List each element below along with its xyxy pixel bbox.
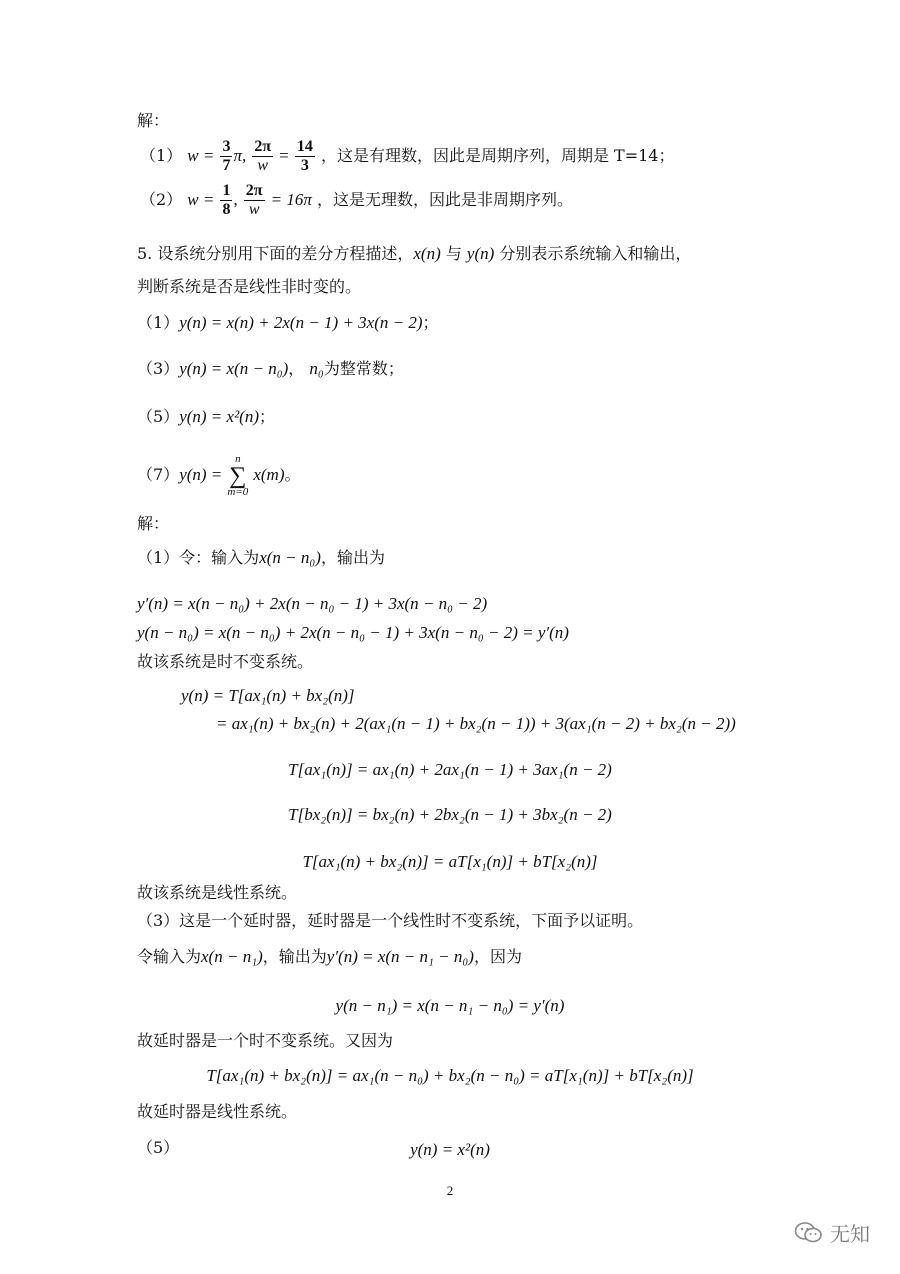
watermark-text: 无知 <box>830 1222 870 1246</box>
item-5 <box>137 406 275 428</box>
item-3-equation: y(n) = x(n − n₀) <box>179 359 289 378</box>
q5-text-c: 分别表示系统输入和输出， <box>494 244 692 263</box>
part-2-text: ，这是无理数，因此是非周期序列。 <box>316 190 573 209</box>
s1-eq-1: y′(n) = x(n − n₀) + 2x(n − n₀ − 1) + 3x(n − n₀ − 2) <box>137 594 488 613</box>
fraction-2pi-w-2: $\frac{2\pi}{w}$ <box>245 182 263 218</box>
fraction-1-8: $\frac{1}{8}$ <box>222 182 231 218</box>
s3-math-1: x(n − n₁) <box>201 947 263 966</box>
question-5-line-2: 判断系统是否是线性非时变的。 <box>137 277 362 296</box>
fraction-3-7: $\frac{3}{7}$ <box>222 138 231 174</box>
solution-label-2: 解： <box>137 514 170 533</box>
s1-intro-math: x(n − n₀) <box>259 548 321 567</box>
s3-line-2 <box>137 946 522 968</box>
equals-sign: = <box>279 146 289 165</box>
part-2-answer <box>140 180 573 220</box>
s3-eq-1: y(n − n₁) = x(n − n₁ − n₀) = y′(n) <box>335 996 565 1015</box>
item-1-suffix: ； <box>422 313 439 332</box>
q5-text-a: 5. 设系统分别用下面的差分方程描述， <box>137 244 414 263</box>
s1-eq-5: T[ax₁(n)] = ax₁(n) + 2ax₁(n − 1) + 3ax₁(n − 2) <box>288 760 612 779</box>
s3-text-c: ，因为 <box>473 947 522 966</box>
page-number: 2 <box>446 1183 454 1198</box>
s1-intro-b: ，输出为 <box>320 548 385 567</box>
item-1 <box>137 312 439 334</box>
part-2-label: （2） <box>140 190 183 209</box>
s1-intro-a: （1）令：输入为 <box>137 548 260 567</box>
s5-eq: y(n) = x²(n) <box>410 1140 490 1159</box>
item-3-n0: n₀ <box>309 359 324 378</box>
s3-math-2: y′(n) = x(n − n₁ − n₀) <box>326 947 474 966</box>
part-1-label: （1） <box>140 146 183 165</box>
item-5-equation: y(n) = x²(n) <box>179 407 259 426</box>
item-7-rhs: x(m) <box>253 465 285 484</box>
item-3 <box>137 358 404 380</box>
s1-eq-7: T[ax₁(n) + bx₂(n)] = aT[x₁(n)] + bT[x₂(n)] <box>302 852 598 871</box>
question-5-line-1 <box>137 243 691 265</box>
pi-symbol: π, <box>233 146 247 165</box>
item-7-lhs: y(n) = <box>179 465 223 484</box>
s3-text-a: 令输入为 <box>137 947 202 966</box>
summation-symbol: n ∑ m=0 <box>227 452 249 498</box>
s1-eq-6: T[bx₂(n)] = bx₂(n) + 2bx₂(n − 1) + 3bx₂(n − 2) <box>288 805 612 824</box>
s5-label: （5） <box>137 1138 180 1157</box>
s1-conclusion-1: 故该系统是时不变系统。 <box>137 652 314 671</box>
s1-intro <box>137 547 385 569</box>
part-1-answer <box>140 136 674 176</box>
fraction-14-3: $\frac{14}{3}$ <box>296 138 313 174</box>
part-1-text: ，这是有理数，因此是周期序列，周期是 T=14； <box>320 146 675 165</box>
q5-text-b: 与 <box>440 244 467 263</box>
part-2-rhs: = 16π <box>270 190 312 209</box>
item-7-suffix: 。 <box>284 465 301 484</box>
s3-text-b: ，输出为 <box>262 947 327 966</box>
item-3-text: 为整常数； <box>323 359 404 378</box>
comma: , <box>233 190 238 209</box>
watermark <box>794 1218 870 1247</box>
wechat-icon <box>794 1220 824 1246</box>
solution-label: 解： <box>137 111 170 130</box>
item-1-equation: y(n) = x(n) + 2x(n − 1) + 3x(n − 2) <box>179 313 423 332</box>
q5-xn: x(n) <box>413 244 441 263</box>
s1-eq-4: = ax₁(n) + bx₂(n) + 2(ax₁(n − 1) + bx₂(n − 1)) + 3(ax₁(n − 2) + bx₂(n − 2)) <box>216 714 736 733</box>
s3-eq-2: T[ax₁(n) + bx₂(n)] = ax₁(n − n₀) + bx₂(n − n₀) = aT[x₁(n)] + bT[x₂(n)] <box>206 1066 694 1085</box>
fraction-2pi-w: $\frac{2\pi}{w}$ <box>254 138 272 174</box>
item-3-suffix: ， <box>288 359 305 378</box>
item-7-label: （7） <box>137 465 180 484</box>
s3-conclusion-2: 故延时器是线性系统。 <box>137 1102 298 1121</box>
item-3-label: （3） <box>137 359 180 378</box>
part-1-w: w = <box>187 146 215 165</box>
item-5-suffix: ； <box>259 407 276 426</box>
s1-eq-3: y(n) = T[ax₁(n) + bx₂(n)] <box>181 686 355 705</box>
item-7 <box>137 452 301 498</box>
s3-intro: （3）这是一个延时器，延时器是一个线性时不变系统，下面予以证明。 <box>137 911 644 930</box>
s1-conclusion-2: 故该系统是线性系统。 <box>137 883 298 902</box>
s1-eq-2: y(n − n₀) = x(n − n₀) + 2x(n − n₀ − 1) + 3x(n − n₀ − 2) = y′(n) <box>137 623 569 642</box>
item-5-label: （5） <box>137 407 180 426</box>
part-2-w: w = <box>187 190 215 209</box>
s3-conclusion-1: 故延时器是一个时不变系统。又因为 <box>137 1031 394 1050</box>
q5-yn: y(n) <box>466 244 495 263</box>
item-1-label: （1） <box>137 313 180 332</box>
